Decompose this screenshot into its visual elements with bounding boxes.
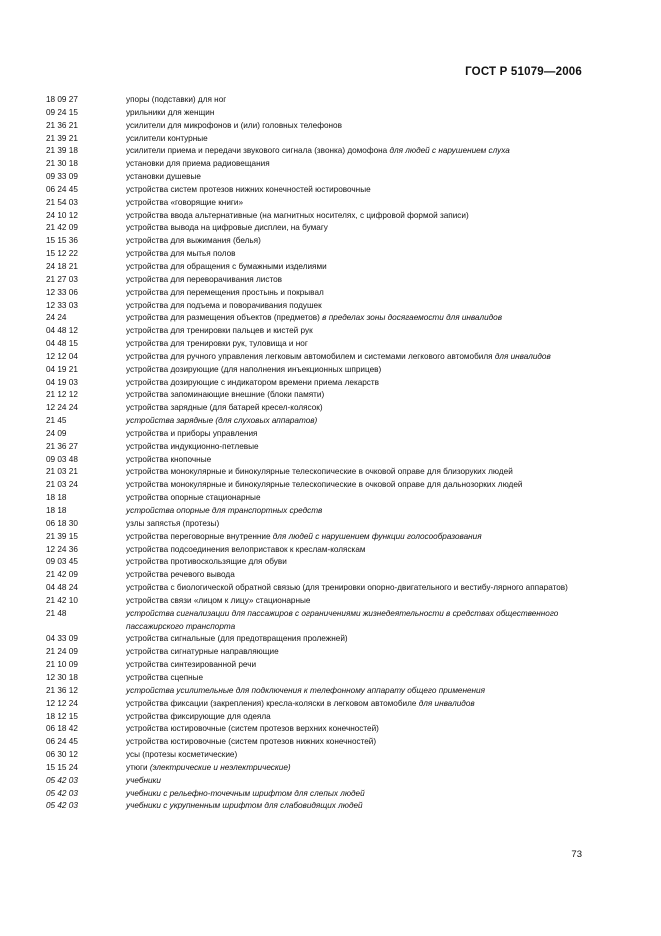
entry-description xyxy=(126,300,586,313)
entry-code: 24 09 xyxy=(46,428,67,438)
entry-text-part: устройства сцепные xyxy=(126,672,204,682)
entry-code: 09 03 48 xyxy=(46,454,78,464)
entry-text-part: (электрические и неэлектрические) xyxy=(149,762,291,772)
entry-text-part: устройства монокулярные и бинокулярные телескопические в очковой оправе для близоруких людей xyxy=(126,467,513,477)
index-entry xyxy=(46,544,586,557)
entry-code: 06 24 45 xyxy=(46,737,78,747)
entry-text-part: устройства ввода альтернативные (на магнитных носителях, с цифровой формой записи) xyxy=(126,210,469,220)
index-entry xyxy=(46,441,586,454)
index-entry xyxy=(46,389,586,402)
entry-text-part: устройства дозирующие (для наполнения инъекционных шприцев) xyxy=(126,364,382,374)
entry-code: 12 24 36 xyxy=(46,544,78,554)
entry-text-part: устройства опорные стационарные xyxy=(126,493,261,503)
index-entry xyxy=(46,723,586,736)
index-entry xyxy=(46,505,586,518)
entry-description xyxy=(126,711,586,724)
entry-code: 12 24 24 xyxy=(46,403,78,413)
entry-text-part: устройства для мытья полов xyxy=(126,249,236,259)
index-entry xyxy=(46,518,586,531)
entry-description xyxy=(126,762,586,775)
entry-text-part: устройства для подъема и поворачивания подушек xyxy=(126,300,322,310)
entry-description xyxy=(126,492,586,505)
entry-text-part: для инвалидов xyxy=(494,351,551,361)
entry-code: 21 42 09 xyxy=(46,570,78,580)
entry-code: 18 12 15 xyxy=(46,711,78,721)
entry-description xyxy=(126,364,586,377)
entry-description xyxy=(126,389,586,402)
entry-text-part: в пределах зоны досягаемости для инвалидов xyxy=(322,313,503,323)
entry-text-part: устройства усилительные для подключения к телефонному аппарату общего применения xyxy=(126,685,485,695)
entry-text-part: устройства для тренировки пальцев и кистей рук xyxy=(126,326,313,336)
entry-code: 06 30 12 xyxy=(46,750,78,760)
entry-description xyxy=(126,415,586,428)
index-entry xyxy=(46,158,586,171)
index-entry xyxy=(46,274,586,287)
entry-description xyxy=(126,235,586,248)
entry-code: 21 42 10 xyxy=(46,595,78,605)
entry-code: 05 42 03 xyxy=(46,801,78,811)
entry-text-part: устройства индукционно-петлевые xyxy=(126,441,259,451)
entry-text-part: устройства сигнатурные направляющие xyxy=(126,647,279,657)
index-entry xyxy=(46,569,586,582)
index-entry xyxy=(46,300,586,313)
index-entry xyxy=(46,479,586,492)
index-entry xyxy=(46,788,586,801)
entry-description xyxy=(126,466,586,479)
entry-description xyxy=(126,659,586,672)
entry-code: 21 39 18 xyxy=(46,146,78,156)
entry-text-part: урильники для женщин xyxy=(126,107,215,117)
entry-text-part: для людей с нарушением слуха xyxy=(389,146,510,156)
index-entry xyxy=(46,351,586,364)
entry-description xyxy=(126,107,586,120)
entry-text-part: устройства сигнализации для пассажиров с ограничениями жизнедеятельности в средствах общественного пассажирского транспорта xyxy=(126,608,559,631)
entry-text-part: устройства связи «лицом к лицу» стационарные xyxy=(126,595,311,605)
entry-description xyxy=(126,749,586,762)
entry-description xyxy=(126,133,586,146)
index-entry xyxy=(46,531,586,544)
entry-code: 15 15 24 xyxy=(46,762,78,772)
entry-text-part: устройства сигнальные (для предотвращения пролежней) xyxy=(126,634,348,644)
entry-code: 21 03 21 xyxy=(46,467,78,477)
entry-text-part: устройства юстировочные (систем протезов верхних конечностей) xyxy=(126,724,379,734)
entry-code: 05 42 03 xyxy=(46,788,78,798)
entry-text-part: для людей с нарушением функции голосообразования xyxy=(272,531,482,541)
index-entry xyxy=(46,749,586,762)
entry-description xyxy=(126,723,586,736)
entry-description xyxy=(126,582,586,595)
entry-description xyxy=(126,351,586,364)
index-entry xyxy=(46,171,586,184)
entry-text-part: узлы запястья (протезы) xyxy=(126,518,220,528)
entry-text-part: упоры (подставки) для ног xyxy=(126,95,227,104)
index-entry xyxy=(46,325,586,338)
entry-code: 04 48 15 xyxy=(46,339,78,349)
index-entry xyxy=(46,222,586,235)
entry-text-part: утюги xyxy=(126,762,150,772)
entry-text-part: учебники с укрупненным шрифтом для слабовидящих людей xyxy=(126,801,363,811)
entry-code: 21 42 09 xyxy=(46,223,78,233)
entry-text-part: устройства для переворачивания листов xyxy=(126,274,283,284)
index-entry xyxy=(46,466,586,479)
entry-text-part: устройства с биологической обратной связью (для тренировки опорно-двигательного и вестибу-лярного аппаратов) xyxy=(126,583,568,593)
entry-description xyxy=(126,556,586,569)
entry-description xyxy=(126,479,586,492)
entry-text-part: усилители для микрофонов и (или) головных телефонов xyxy=(126,120,342,130)
index-entry xyxy=(46,145,586,158)
entry-text-part: учебники с рельефно-точечным шрифтом для слепых людей xyxy=(126,788,365,798)
entry-text-part: устройства фиксирующие для одеяла xyxy=(126,711,271,721)
entry-text-part: устройства для ручного управления легковым автомобилем и системами легкового автомобиля xyxy=(126,351,495,361)
page-number: 73 xyxy=(571,849,582,860)
entry-code: 21 39 15 xyxy=(46,531,78,541)
entry-text-part: устройства и приборы управления xyxy=(126,428,258,438)
entry-text-part: устройства дозирующие с индикатором времени приема лекарств xyxy=(126,377,380,387)
entry-description xyxy=(126,287,586,300)
index-entry xyxy=(46,364,586,377)
entry-text-part: устройства для размещения объектов (предметов) xyxy=(126,313,323,323)
entry-text-part: устройства «говорящие книги» xyxy=(126,197,244,207)
entry-text-part: устройства синтезированной речи xyxy=(126,660,257,670)
entry-code: 24 24 xyxy=(46,313,67,323)
index-entry xyxy=(46,775,586,788)
entry-code: 21 03 24 xyxy=(46,480,78,490)
entry-code: 18 18 xyxy=(46,493,67,503)
entry-description xyxy=(126,441,586,454)
index-entry xyxy=(46,402,586,415)
entry-description xyxy=(126,698,586,711)
index-entry xyxy=(46,711,586,724)
entry-description xyxy=(126,646,586,659)
entry-code: 21 30 18 xyxy=(46,159,78,169)
entry-description xyxy=(126,197,586,210)
entry-description xyxy=(126,685,586,698)
entry-text-part: учебники xyxy=(126,775,161,785)
entry-code: 21 36 27 xyxy=(46,441,78,451)
index-entry xyxy=(46,210,586,223)
entry-description xyxy=(126,775,586,788)
index-entry xyxy=(46,197,586,210)
entry-description xyxy=(126,544,586,557)
entry-code: 21 27 03 xyxy=(46,274,78,284)
entry-text-part: устройства зарядные (для слуховых аппаратов) xyxy=(126,416,318,426)
entry-text-part: устройства юстировочные (систем протезов нижних конечностей) xyxy=(126,737,377,747)
index-entry xyxy=(46,595,586,608)
entry-description xyxy=(126,633,586,646)
entry-code: 18 09 27 xyxy=(46,95,78,104)
entry-code: 09 24 15 xyxy=(46,107,78,117)
entry-code: 21 12 12 xyxy=(46,390,78,400)
entry-description xyxy=(126,569,586,582)
entry-code: 05 42 03 xyxy=(46,775,78,785)
entry-code: 15 12 22 xyxy=(46,249,78,259)
entry-text-part: для инвалидов xyxy=(418,698,475,708)
entry-code: 24 10 12 xyxy=(46,210,78,220)
entry-code: 04 19 21 xyxy=(46,364,78,374)
entry-code: 12 30 18 xyxy=(46,672,78,682)
entry-text-part: устройства речевого вывода xyxy=(126,570,235,580)
entry-description xyxy=(126,518,586,531)
index-entry xyxy=(46,312,586,325)
entry-description xyxy=(126,428,586,441)
document-header: ГОСТ Р 51079—2006 xyxy=(465,66,582,78)
entry-code: 04 48 24 xyxy=(46,583,78,593)
entry-code: 21 10 09 xyxy=(46,660,78,670)
entry-code: 21 24 09 xyxy=(46,647,78,657)
entry-description xyxy=(126,222,586,235)
entry-description xyxy=(126,248,586,261)
entry-description xyxy=(126,274,586,287)
entry-description xyxy=(126,595,586,608)
entry-text-part: устройства вывода на цифровые дисплеи, на бумагу xyxy=(126,223,328,233)
entry-text-part: устройства зарядные (для батарей кресел-колясок) xyxy=(126,403,323,413)
entry-description xyxy=(126,788,586,801)
index-entry xyxy=(46,261,586,274)
index-entry xyxy=(46,248,586,261)
entry-description xyxy=(126,325,586,338)
entry-description xyxy=(126,800,586,813)
entry-text-part: устройства кнопочные xyxy=(126,454,212,464)
index-entry xyxy=(46,659,586,672)
entry-description xyxy=(126,261,586,274)
entry-code: 21 36 21 xyxy=(46,120,78,130)
entry-text-part: устройства монокулярные и бинокулярные телескопические в очковой оправе для дальнозорких людей xyxy=(126,480,523,490)
entry-description xyxy=(126,94,586,107)
entry-code: 21 36 12 xyxy=(46,685,78,695)
entry-code: 12 33 03 xyxy=(46,300,78,310)
index-entry xyxy=(46,800,586,813)
entry-code: 06 18 42 xyxy=(46,724,78,734)
entry-text-part: усилители приема и передачи звукового сигнала (звонка) домофона xyxy=(126,146,390,156)
entry-description xyxy=(126,672,586,685)
entry-text-part: устройства для обращения с бумажными изделиями xyxy=(126,261,327,271)
entry-code: 12 12 04 xyxy=(46,351,78,361)
entry-text-part: усилители контурные xyxy=(126,133,208,143)
entry-code: 04 48 12 xyxy=(46,326,78,336)
entry-text-part: установки для приема радиовещания xyxy=(126,159,270,169)
entry-description xyxy=(126,402,586,415)
entry-text-part: устройства опорные для транспортных средств xyxy=(126,506,323,515)
index-entry xyxy=(46,633,586,646)
entry-text-part: устройства фиксации (закрепления) кресла-коляски в легковом автомобиле xyxy=(126,698,419,708)
index-list xyxy=(46,94,586,813)
entry-text-part: устройства запоминающие внешние (блоки памяти) xyxy=(126,390,325,400)
entry-code: 15 15 36 xyxy=(46,236,78,246)
entry-code: 21 45 xyxy=(46,416,67,426)
entry-text-part: устройства переговорные внутренние xyxy=(126,531,273,541)
entry-code: 12 12 24 xyxy=(46,698,78,708)
entry-description xyxy=(126,505,586,518)
index-entry xyxy=(46,646,586,659)
entry-description xyxy=(126,184,586,197)
index-entry xyxy=(46,582,586,595)
entry-code: 09 03 45 xyxy=(46,557,78,567)
entry-code: 04 33 09 xyxy=(46,634,78,644)
entry-text-part: устройства для выжимания (белья) xyxy=(126,236,261,246)
index-entry xyxy=(46,120,586,133)
index-entry xyxy=(46,184,586,197)
index-entry xyxy=(46,107,586,120)
index-entry xyxy=(46,454,586,467)
entry-code: 18 18 xyxy=(46,506,67,515)
entry-description xyxy=(126,531,586,544)
entry-description xyxy=(126,608,586,634)
entry-text-part: устройства противоскользящие для обуви xyxy=(126,557,287,567)
index-entry xyxy=(46,133,586,146)
entry-description xyxy=(126,377,586,390)
entry-description xyxy=(126,312,586,325)
entry-description xyxy=(126,210,586,223)
entry-code: 04 19 03 xyxy=(46,377,78,387)
index-entry xyxy=(46,698,586,711)
entry-code: 21 48 xyxy=(46,608,67,618)
index-entry xyxy=(46,338,586,351)
index-entry xyxy=(46,556,586,569)
index-entry xyxy=(46,492,586,505)
entry-description xyxy=(126,158,586,171)
entry-text-part: усы (протезы косметические) xyxy=(126,750,238,760)
entry-text-part: устройства систем протезов нижних конечностей юстировочные xyxy=(126,184,371,194)
index-entry xyxy=(46,608,586,634)
entry-description xyxy=(126,454,586,467)
entry-description xyxy=(126,145,586,158)
entry-code: 21 54 03 xyxy=(46,197,78,207)
entry-code: 09 33 09 xyxy=(46,172,78,182)
entry-description xyxy=(126,171,586,184)
index-entry xyxy=(46,377,586,390)
entry-text-part: устройства для тренировки рук, туловища и ног xyxy=(126,339,308,349)
index-entry xyxy=(46,287,586,300)
entry-code: 21 39 21 xyxy=(46,133,78,143)
index-entry xyxy=(46,762,586,775)
entry-code: 12 33 06 xyxy=(46,287,78,297)
index-entry xyxy=(46,428,586,441)
index-entry xyxy=(46,685,586,698)
index-entry xyxy=(46,415,586,428)
entry-description xyxy=(126,338,586,351)
index-entry xyxy=(46,235,586,248)
entry-text-part: установки душевые xyxy=(126,172,201,182)
entry-code: 06 24 45 xyxy=(46,184,78,194)
entry-description xyxy=(126,120,586,133)
entry-code: 24 18 21 xyxy=(46,261,78,271)
index-entry xyxy=(46,94,586,107)
entry-text-part: устройства подсоединения велоприставок к креслам-коляскам xyxy=(126,544,366,554)
entry-description xyxy=(126,736,586,749)
index-entry xyxy=(46,736,586,749)
entry-code: 06 18 30 xyxy=(46,518,78,528)
entry-text-part: устройства для перемещения простынь и покрывал xyxy=(126,287,324,297)
index-entry xyxy=(46,672,586,685)
